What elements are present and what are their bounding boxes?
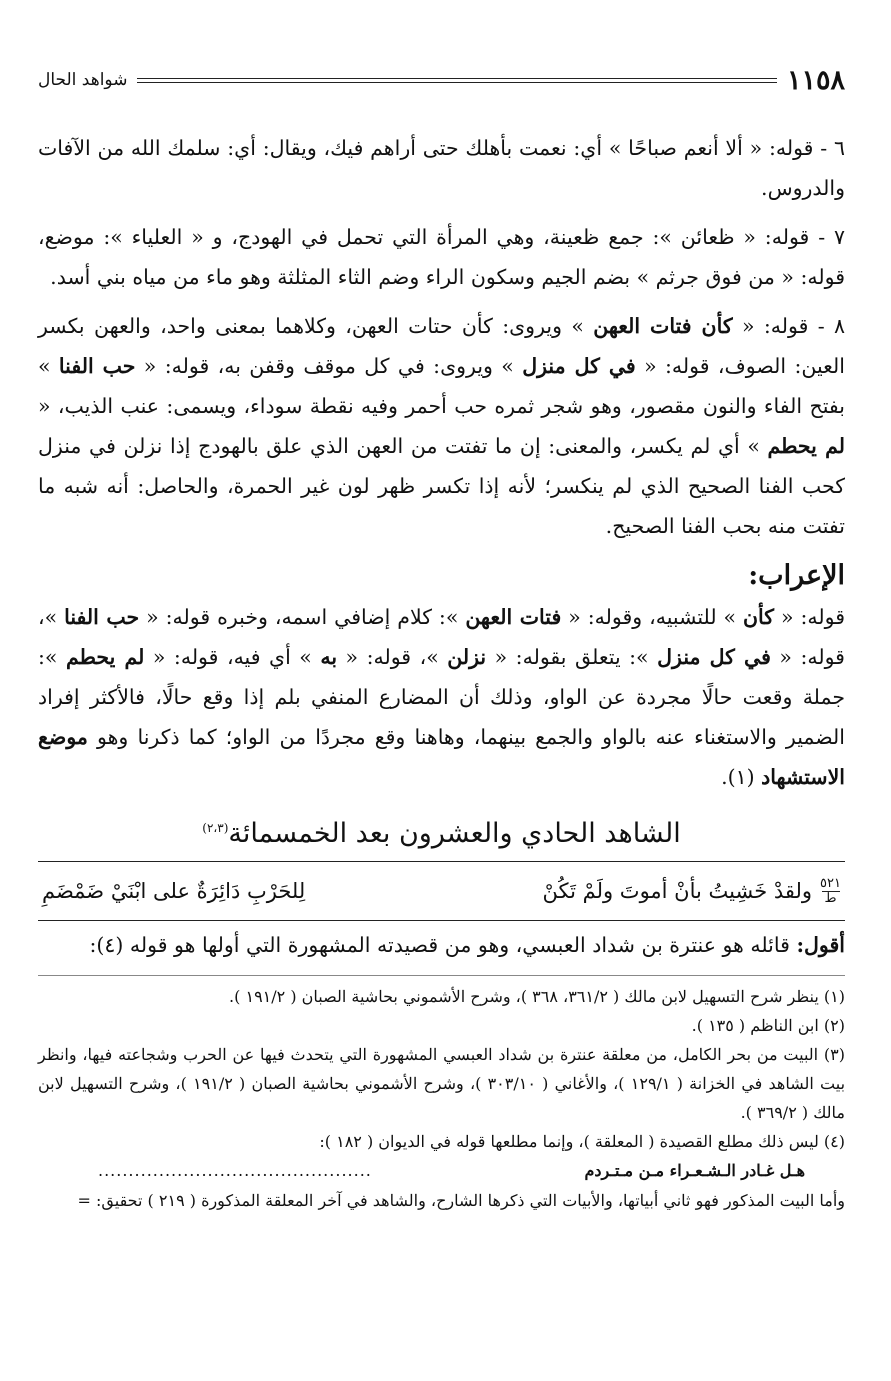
header-rule — [137, 78, 777, 83]
bold-quote: كأن — [743, 605, 775, 629]
shahid-title — [38, 807, 845, 855]
text-segment: ٦ - قوله: « — [742, 136, 845, 160]
text-segment: »: يتعلق بقوله: « — [486, 645, 658, 669]
text-segment: » ويروى: كأن حتات العهن، وكلاهما بمعنى واحد، والعهن بكسر العين: الصوف، قوله: « — [38, 314, 845, 378]
running-title: شواهد الحال — [38, 70, 128, 90]
paragraph-6 — [38, 128, 845, 208]
bold-quote: لم يحطم — [65, 645, 145, 669]
footnote-ref: (٢،٣) — [202, 821, 229, 835]
text-segment: » بفتح الفاء والنون مقصور، وهو شجر ثمره حب أحمر وفيه نقطة سوداء، ويسمى: عنب الذيب، « — [38, 354, 845, 418]
footnote-verse-dots: ............................................. — [98, 1161, 372, 1180]
paragraph-8 — [38, 306, 845, 546]
text-segment: ٧ - قوله: « ظعائن »: جمع ظعينة، وهي المرأة التي تحمل في الهودج، و « العلياء »: موضع، قوله: « من فوق جرثم » بضم الجيم وسكون الراء وضم الثاء المثلثة وهو ماء من مياه بني أسد. — [38, 225, 845, 289]
irab-heading: الإعراب: — [748, 560, 845, 591]
text-segment: »، قوله: « — [38, 605, 845, 669]
bold-quote: موضع الاستشهاد — [38, 725, 845, 789]
footnote-3: (٣) البيت من بحر الكامل، من معلقة عنترة بن شداد العبسي المشهورة التي يتحدث فيها عن الحرب وشجاعته فيها، وانظر بيت الشاهد في الخزانة ( ١٢٩/١ )، والأغاني ( ٣٠٣/١٠ )، وشرح الأشموني بحاشية الصبان ( ١٩١/٢ )، وشرح التسهيل لابن مالك ( ٣٦٩/٢ ). — [38, 1045, 846, 1122]
verse-number-text: ٥٢١ — [820, 875, 841, 891]
footnote-4: (٤) ليس ذلك مطلع القصيدة ( المعلقة )، وإنما مطلعها قوله في الديوان ( ١٨٢ ): — [319, 1132, 845, 1151]
bold-quote: كأن فتات العهن — [593, 314, 733, 338]
bold-quote: لم يحطم — [767, 434, 845, 458]
text-segment: »: كلام إضافي اسمه، وخبره قوله: « — [139, 605, 466, 629]
text-segment: »، قوله: « — [337, 645, 448, 669]
footnote-continuation: وأما البيت المذكور فهو ثاني أبياتها، والأبيات التي ذكرها الشارح، والشاهد في آخر المعلقة المذكورة ( ٢١٩ ) تحقيق: = — [77, 1191, 845, 1210]
bold-quote: في كل منزل — [522, 354, 636, 378]
main-text — [38, 128, 845, 1215]
bold-quote: نزلن — [447, 645, 487, 669]
page-header — [38, 62, 845, 98]
text-segment: (١). — [721, 765, 762, 789]
meter-mark: ط — [824, 890, 837, 906]
bold-quote: حب الفنا — [58, 354, 136, 378]
text-segment: » للتشبيه، وقوله: « — [561, 605, 743, 629]
verse-box — [38, 861, 845, 921]
hemistich-first: ولقدْ خَشِيتُ بأنْ أموتَ ولَمْ تَكُنْ — [542, 879, 813, 903]
page-number: ١١٥٨ — [786, 64, 845, 96]
text-segment: » أي: نعمت بأهلك حتى أراهم فيك، ويقال: أي: سلمك الله من الآفات والدروس. — [38, 136, 845, 200]
text-segment: ٨ - قوله: « — [732, 314, 845, 338]
aqwal-paragraph — [38, 925, 845, 965]
footnote-separator — [38, 975, 845, 976]
text-segment: ألا أنعم صباحًا — [628, 136, 743, 160]
shahid-title-text: الشاهد الحادي والعشرون بعد الخمسمائة — [228, 818, 681, 849]
text-segment: قوله: « — [774, 605, 846, 629]
bold-quote: به — [320, 645, 338, 669]
paragraph-7 — [38, 217, 845, 297]
text-segment: » أي فيه، قوله: « — [144, 645, 321, 669]
text-segment: »: جملة وقعت حالًا مجردة عن الواو، وذلك أن المضارع المنفي بلم إذا وقع حالًا، فالأكثر إفراد الضمير والاستغناء عنه بالواو والجمع بينهما، وهاهنا وقع مجردًا من الواو؛ كما ذكرنا وهو — [38, 645, 845, 749]
hemistich-second: لِلحَرْبِ دَائِرَةٌ على ابْنَيْ ضَمْضَمِ — [41, 879, 306, 903]
bold-quote: في كل منزل — [657, 645, 771, 669]
footnote-2: (٢) ابن الناظم ( ١٣٥ ). — [691, 1016, 845, 1035]
bold-quote: فتات العهن — [465, 605, 562, 629]
footnote-verse-first: هـل غـادر الـشـعـراء مـن مـتـردم — [584, 1161, 805, 1180]
irab-paragraph — [38, 597, 845, 797]
text-segment: » أي لم يكسر، والمعنى: إن ما تفتت من العهن الذي علق بالهودج إذا نزلن في منزل كحب الفنا الصحيح الذي لم ينكسر؛ لأنه إذا تكسر ظهر لون غير الحمرة، والحاصل: أنه شبه ما تفتت منه بحب الفنا الصحيح. — [38, 434, 845, 538]
aqwal-lead: أقول: — [796, 933, 845, 957]
footnote-verse — [38, 1156, 845, 1186]
verse-number — [820, 877, 841, 906]
footnote-1: (١) ينظر شرح التسهيل لابن مالك ( ٣٦١/٢، ٣٦٨ )، وشرح الأشموني بحاشية الصبان ( ١٩١/٢ ). — [229, 987, 845, 1006]
aqwal-text: قائله هو عنترة بن شداد العبسي، وهو من قصيدته المشهورة التي أولها هو قوله (٤): — [89, 933, 797, 957]
text-segment: » ويروى: في كل موقف وقفن به، قوله: « — [135, 354, 523, 378]
bold-quote: حب الفنا — [64, 605, 140, 629]
